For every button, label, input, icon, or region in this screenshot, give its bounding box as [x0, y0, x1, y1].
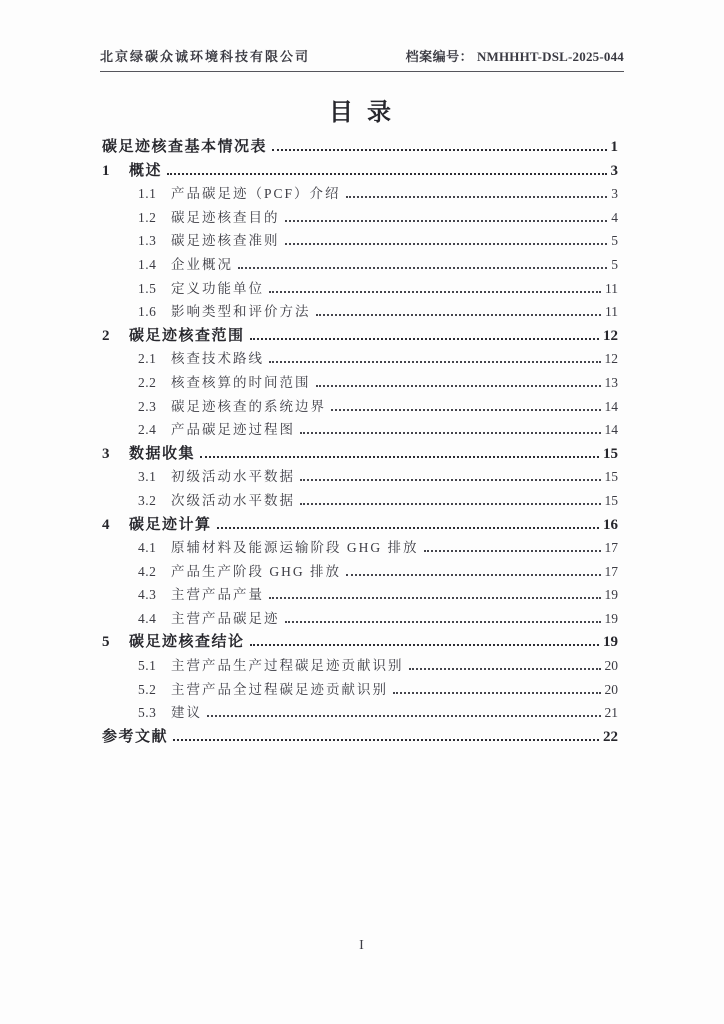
toc-entry-title: 核查核算的时间范围: [171, 374, 311, 390]
dotted-leader: [167, 173, 606, 175]
toc-entry-page: 21: [604, 705, 618, 721]
dotted-leader: [238, 267, 607, 269]
toc-entry-number: 4.4: [138, 610, 157, 626]
header-file-number: [406, 46, 624, 65]
toc-entry-title: 产品碳足迹过程图: [171, 422, 295, 438]
toc-entry-page: 17: [604, 540, 618, 556]
toc-entry-page: 5: [611, 233, 618, 249]
file-number-value: NMHHHT-DSL-2025-044: [476, 49, 624, 64]
toc-entry-title: 碳足迹核查范围: [129, 327, 245, 344]
toc-entry-title: 概述: [129, 162, 163, 179]
dotted-leader: [269, 361, 601, 363]
dotted-leader: [393, 692, 601, 694]
toc-entry-number: 1.1: [138, 186, 157, 202]
dotted-leader: [250, 644, 599, 646]
toc-entry: [102, 489, 618, 513]
toc-entry: [102, 371, 618, 395]
toc-entry: [102, 654, 618, 678]
toc-entry-page: 3: [611, 186, 618, 202]
toc-entry-title: 次级活动水平数据: [171, 492, 295, 508]
toc-entry-title: 初级活动水平数据: [171, 469, 295, 485]
toc-entry-page: 13: [604, 374, 618, 390]
dotted-leader: [217, 527, 599, 529]
toc-entry: [102, 229, 618, 253]
toc-entry-number: 4.2: [138, 563, 157, 579]
toc-entry: [102, 159, 618, 183]
toc-entry: [102, 607, 618, 631]
toc-entry-page: 20: [604, 681, 618, 697]
toc-entry-number: 4.1: [138, 540, 157, 556]
toc-entry-number: 1.4: [138, 256, 157, 272]
toc-entry-page: 15: [604, 492, 618, 508]
toc-entry-number: 3.1: [138, 469, 157, 485]
toc-entry-number: 2.3: [138, 398, 157, 414]
toc-entry: [102, 465, 618, 489]
toc-entry-title: 定义功能单位: [171, 280, 264, 296]
toc-entry: [102, 536, 618, 560]
toc-entry-page: 22: [603, 728, 618, 745]
toc-entry-page: 3: [610, 162, 618, 179]
dotted-leader: [285, 621, 601, 623]
dotted-leader: [200, 456, 599, 458]
toc-entry-number: 2: [102, 327, 110, 344]
toc-entry-title: 建议: [171, 705, 202, 721]
toc-entry-number: 2.1: [138, 351, 157, 367]
toc-entry-page: 14: [604, 422, 618, 438]
toc-title: 目 录: [329, 100, 395, 126]
toc-entry: [102, 253, 618, 277]
toc-entry-title: 主营产品全过程碳足迹贡献识别: [171, 681, 388, 697]
toc-entry-page: 19: [604, 610, 618, 626]
toc-entry: [102, 135, 618, 159]
toc-entry-title: 碳足迹核查准则: [171, 233, 280, 249]
toc-entry: [102, 513, 618, 537]
toc-entry-page: 19: [604, 587, 618, 603]
toc-entry: [102, 182, 618, 206]
toc-entry-title: 数据收集: [129, 445, 196, 462]
toc-entry-title: 碳足迹核查目的: [171, 209, 280, 225]
toc-entry: [102, 277, 618, 301]
toc-entry-title: 原辅材料及能源运输阶段 GHG 排放: [171, 540, 419, 556]
dotted-leader: [300, 432, 601, 434]
toc-entry: [102, 418, 618, 442]
toc-entry: [102, 725, 618, 749]
toc-entry-title: 碳足迹核查结论: [129, 634, 245, 651]
toc-entry: [102, 395, 618, 419]
toc-entry-number: 4: [102, 516, 110, 533]
toc-entry-number: 3.2: [138, 492, 157, 508]
toc-entry-page: 17: [604, 563, 618, 579]
toc-entry: [102, 630, 618, 654]
dotted-leader: [300, 503, 601, 505]
dotted-leader: [173, 739, 599, 741]
dotted-leader: [316, 314, 602, 316]
dotted-leader: [424, 550, 601, 552]
toc-entry-number: 5: [102, 634, 110, 651]
toc-entry-page: 12: [604, 351, 618, 367]
toc-entry-title: 影响类型和评价方法: [171, 304, 311, 320]
toc-entry: [102, 300, 618, 324]
dotted-leader: [272, 149, 606, 151]
toc-entry-page: 4: [611, 209, 618, 225]
toc-entry-page: 11: [605, 280, 618, 296]
dotted-leader: [207, 715, 601, 717]
dotted-leader: [250, 338, 599, 340]
toc-entry-number: 5.1: [138, 658, 157, 674]
toc-entry-number: 5.2: [138, 681, 157, 697]
toc-entry: [102, 583, 618, 607]
toc-entry-title: 企业概况: [171, 256, 233, 272]
toc-entry-number: 1.5: [138, 280, 157, 296]
toc-entry-title: 碳足迹计算: [129, 516, 212, 533]
dotted-leader: [331, 409, 601, 411]
toc-entry-title: 主营产品生产过程碳足迹贡献识别: [171, 658, 404, 674]
toc-entry-title: 主营产品产量: [171, 587, 264, 603]
toc-entry: [102, 324, 618, 348]
toc-entry: [102, 347, 618, 371]
toc-entry-title: 参考文献: [102, 728, 169, 745]
dotted-leader: [269, 291, 601, 293]
dotted-leader: [285, 220, 608, 222]
dotted-leader: [346, 574, 601, 576]
toc-entry-title: 核查技术路线: [171, 351, 264, 367]
toc-entry: [102, 701, 618, 725]
toc-entry-number: 1.6: [138, 304, 157, 320]
toc-entry-page: 12: [603, 327, 618, 344]
toc-entry-title: 碳足迹核查的系统边界: [171, 398, 326, 414]
dotted-leader: [285, 243, 608, 245]
dotted-leader: [409, 668, 601, 670]
footer-page-number: I: [359, 938, 365, 953]
toc-entry-page: 11: [605, 304, 618, 320]
toc-entry-page: 15: [604, 469, 618, 485]
page-header: [100, 46, 624, 72]
toc-entry-number: 2.4: [138, 422, 157, 438]
toc-entry-number: 1.2: [138, 209, 157, 225]
header-company-name: 北京绿碳众诚环境科技有限公司: [100, 49, 311, 64]
toc-entry-title: 碳足迹核查基本情况表: [102, 139, 268, 155]
toc-entry: [102, 442, 618, 466]
toc-entry: [102, 206, 618, 230]
toc-entry-number: 1.3: [138, 233, 157, 249]
toc-entry: [102, 560, 618, 584]
dotted-leader: [346, 196, 608, 198]
toc-entry-page: 15: [603, 445, 618, 462]
dotted-leader: [300, 479, 601, 481]
toc-entry-page: 14: [604, 398, 618, 414]
toc-entry-page: 1: [610, 139, 618, 155]
toc-entry-number: 2.2: [138, 374, 157, 390]
toc-entry-page: 16: [603, 516, 618, 533]
toc-entry-number: 5.3: [138, 705, 157, 721]
dotted-leader: [316, 385, 601, 387]
toc-entry-title: 产品碳足迹（PCF）介绍: [171, 186, 341, 202]
file-number-label: 档案编号：: [405, 49, 474, 64]
toc-entry-page: 20: [604, 658, 618, 674]
toc-entry-number: 1: [102, 162, 110, 179]
toc-entry-title: 产品生产阶段 GHG 排放: [171, 563, 341, 579]
dotted-leader: [269, 597, 601, 599]
toc-entry-page: 19: [603, 634, 618, 651]
table-of-contents: [102, 135, 618, 748]
toc-entry-number: 3: [102, 445, 110, 462]
toc-entry: [102, 678, 618, 702]
toc-entry-title: 主营产品碳足迹: [171, 610, 280, 626]
toc-entry-page: 5: [611, 256, 618, 272]
toc-entry-number: 4.3: [138, 587, 157, 603]
